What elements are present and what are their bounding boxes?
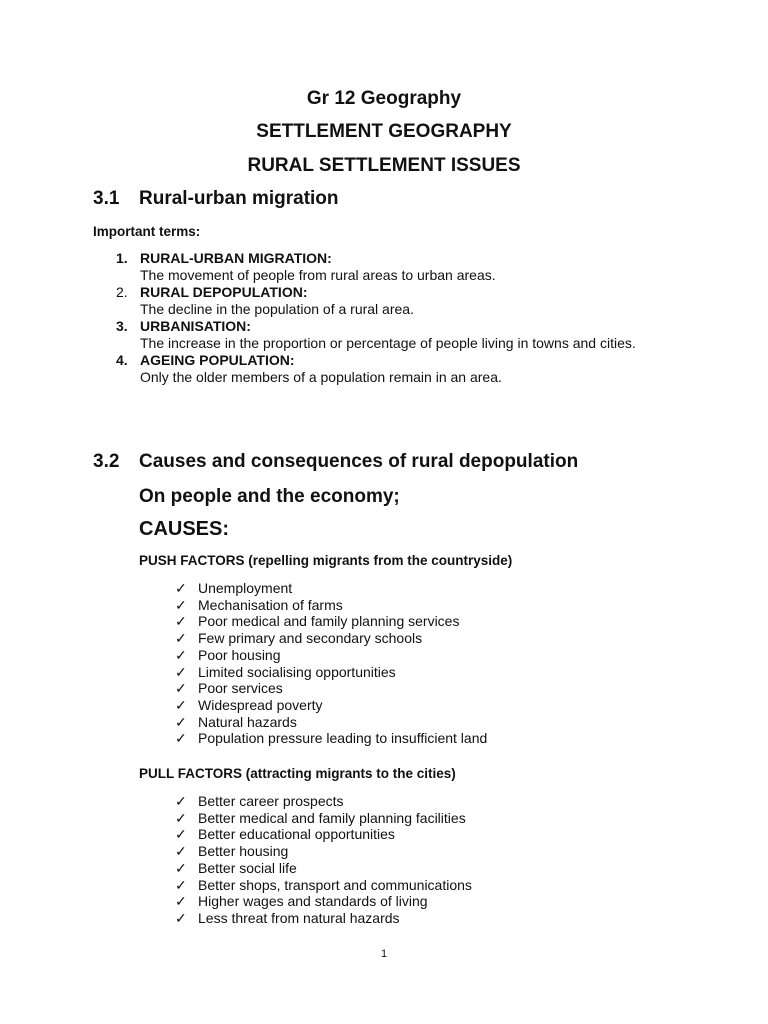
term-definition: The decline in the population of a rural area. <box>140 301 414 317</box>
page-number: 1 <box>380 948 388 960</box>
section-title: Causes and consequences of rural depopulation <box>139 451 579 472</box>
pull-factors-list <box>175 793 472 927</box>
doc-title-topic: SETTLEMENT GEOGRAPHY <box>256 121 512 142</box>
term-number: 2. <box>116 284 128 300</box>
list-item: ✓ Better social life <box>175 859 297 876</box>
check-icon: ✓ <box>175 893 187 910</box>
list-item: ✓ Natural hazards <box>175 713 297 730</box>
check-icon: ✓ <box>175 680 187 697</box>
doc-title-subtopic: RURAL SETTLEMENT ISSUES <box>247 155 521 176</box>
pull-factors-heading: PULL FACTORS (attracting migrants to the cities) <box>139 766 456 781</box>
section-heading-3-1 <box>93 188 339 210</box>
check-icon: ✓ <box>175 713 187 730</box>
check-icon: ✓ <box>175 646 187 663</box>
term-name: RURAL DEPOPULATION: <box>140 284 308 300</box>
term-item <box>116 250 676 284</box>
term-name: RURAL-URBAN MIGRATION: <box>140 250 332 266</box>
section-number: 3.1 <box>93 188 120 209</box>
term-definition: Only the older members of a population remain in an area. <box>140 369 502 385</box>
list-item: ✓ Mechanisation of farms <box>175 596 343 613</box>
check-icon: ✓ <box>175 826 187 843</box>
check-icon: ✓ <box>175 809 187 826</box>
check-icon: ✓ <box>175 580 187 596</box>
section-title: Rural-urban migration <box>139 188 339 209</box>
check-icon: ✓ <box>175 663 187 680</box>
term-definition: The movement of people from rural areas to urban areas. <box>140 267 496 283</box>
check-icon: ✓ <box>175 793 187 809</box>
check-icon: ✓ <box>175 909 187 926</box>
term-name: URBANISATION: <box>140 318 251 334</box>
list-item: ✓ Better medical and family planning facilities <box>175 809 466 826</box>
causes-heading: CAUSES: <box>139 518 230 540</box>
section-subtitle: On people and the economy; <box>139 486 400 507</box>
list-item: ✓ Poor medical and family planning services <box>175 613 460 630</box>
term-item <box>116 318 676 352</box>
list-item: ✓ Limited socialising opportunities <box>175 663 396 680</box>
list-item: ✓ Widespread poverty <box>175 696 323 713</box>
list-item: ✓ Better educational opportunities <box>175 826 395 843</box>
terms-list <box>116 250 676 386</box>
check-icon: ✓ <box>175 630 187 647</box>
doc-title-grade: Gr 12 Geography <box>306 88 462 109</box>
list-item: ✓ Few primary and secondary schools <box>175 630 423 647</box>
term-definition: The increase in the proportion or percentage of people living in towns and cities. <box>140 335 636 351</box>
check-icon: ✓ <box>175 696 187 713</box>
check-icon: ✓ <box>175 843 187 860</box>
list-item: ✓ Less threat from natural hazards <box>175 909 400 926</box>
section-heading-3-2 <box>93 451 578 473</box>
term-number: 1. <box>116 250 128 266</box>
list-item: ✓ Higher wages and standards of living <box>175 893 428 910</box>
check-icon: ✓ <box>175 876 187 893</box>
term-number: 3. <box>116 318 128 334</box>
term-item <box>116 352 676 386</box>
list-item: ✓ Better career prospects <box>175 793 344 809</box>
check-icon: ✓ <box>175 596 187 613</box>
list-item: ✓ Poor services <box>175 680 283 697</box>
term-number: 4. <box>116 352 128 368</box>
push-factors-list <box>175 580 487 747</box>
push-factors-heading: PUSH FACTORS (repelling migrants from the countryside) <box>139 553 513 568</box>
check-icon: ✓ <box>175 730 187 747</box>
term-item <box>116 284 676 318</box>
section-number: 3.2 <box>93 451 120 472</box>
check-icon: ✓ <box>175 613 187 630</box>
list-item: ✓ Better housing <box>175 843 289 860</box>
list-item: ✓ Unemployment <box>175 580 293 596</box>
list-item: ✓ Poor housing <box>175 646 281 663</box>
list-item: ✓ Better shops, transport and communications <box>175 876 472 893</box>
check-icon: ✓ <box>175 859 187 876</box>
term-name: AGEING POPULATION: <box>140 352 295 368</box>
list-item: ✓ Population pressure leading to insufficient land <box>175 730 488 747</box>
important-terms-heading: Important terms: <box>93 224 201 239</box>
